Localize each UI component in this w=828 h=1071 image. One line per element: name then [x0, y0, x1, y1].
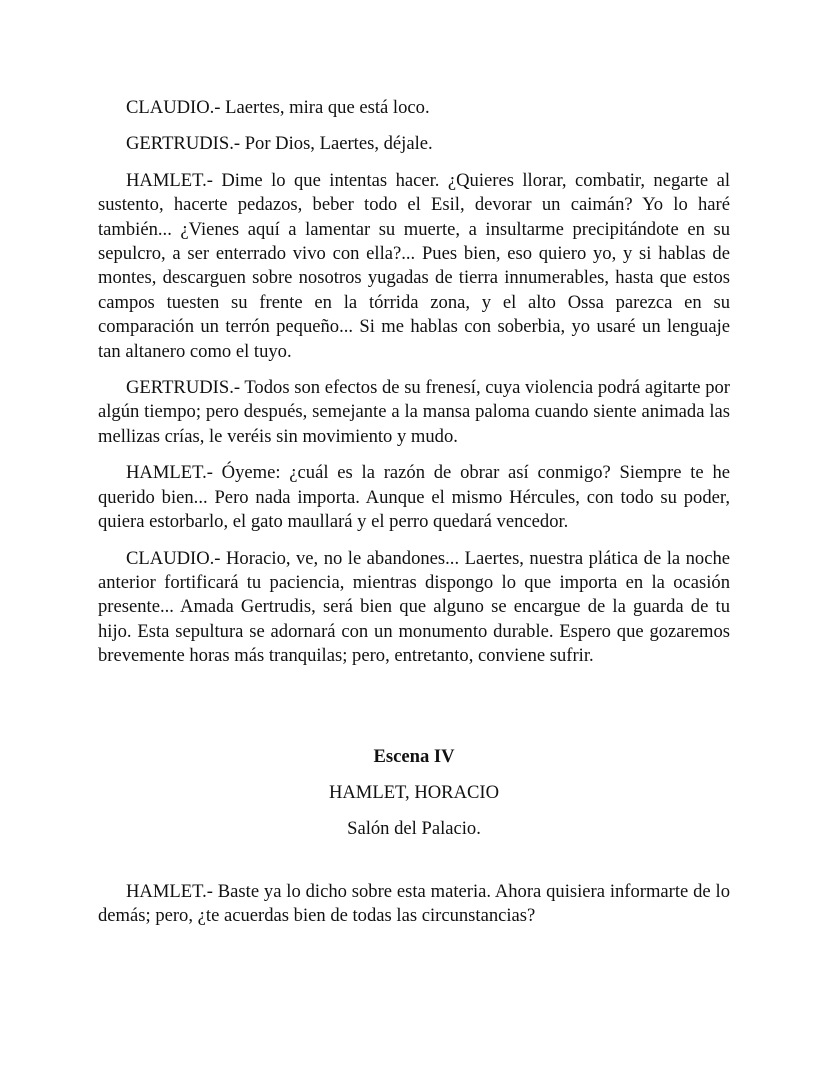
dialogue-paragraph: HAMLET.- Óyeme: ¿cuál es la razón de obrar así conmigo? Siempre te he querido bien... Pero nada importa. Aunque el mismo Hércules, con todo su poder, quiera estorbarlo, el gato maullará y el perro quedará vencedor.	[98, 462, 730, 533]
dialogue-paragraph: HAMLET.- Dime lo que intentas hacer. ¿Quieres llorar, combatir, negarte al sustento, hacerte pedazos, beber todo el Esil, devorar un caimán? Yo lo haré también... ¿Vienes aquí a lamentar su muerte, a insultarme precipitándote en su sepulcro, a ser enterrado vivo con ella?... Pues bien, eso quiero yo, y si hablas de montes, descarguen sobre nosotros yugadas de tierra innumerables, hasta que estos campos tuesten su frente en la tórrida zona, y el alto Ossa parezca en su comparación un terrón pequeño... Si me hablas con soberbia, yo usaré un lenguaje tan altanero como el tuyo.	[98, 169, 730, 362]
dialogue-paragraph: CLAUDIO.- Laertes, mira que está loco.	[126, 97, 430, 118]
scene-characters: HAMLET, HORACIO	[328, 781, 500, 803]
scene-spacer	[98, 681, 730, 745]
dialogue-paragraph: GERTRUDIS.- Por Dios, Laertes, déjale.	[126, 133, 433, 155]
document-page	[98, 96, 730, 941]
scene-setting: Salón del Palacio.	[347, 818, 481, 840]
scene-title: Escena IV	[373, 745, 455, 767]
dialogue-paragraph: CLAUDIO.- Horacio, ve, no le abandones... Laertes, nuestra plática de la noche anterior fortificará tu paciencia, mientras dispongo lo que importa en la ocasión presente... Amada Gertrudis, será bien que alguno se encargue de la guarda de tu hijo. Esta sepultura se adornará con un monumento durable. Espero que gozaremos brevemente horas más tranquilas; pero, entretanto, conviene sufrir.	[98, 547, 730, 667]
dialogue-paragraph: HAMLET.- Baste ya lo dicho sobre esta materia. Ahora quisiera informarte de lo demás; pero, ¿te acuerdas bien de todas las circunstancias?	[98, 880, 730, 927]
dialogue-paragraph: GERTRUDIS.- Todos son efectos de su frenesí, cuya violencia podrá agitarte por algún tiempo; pero después, semejante a la mansa paloma cuando siente animada las mellizas crías, le veréis sin movimiento y mudo.	[98, 377, 730, 447]
